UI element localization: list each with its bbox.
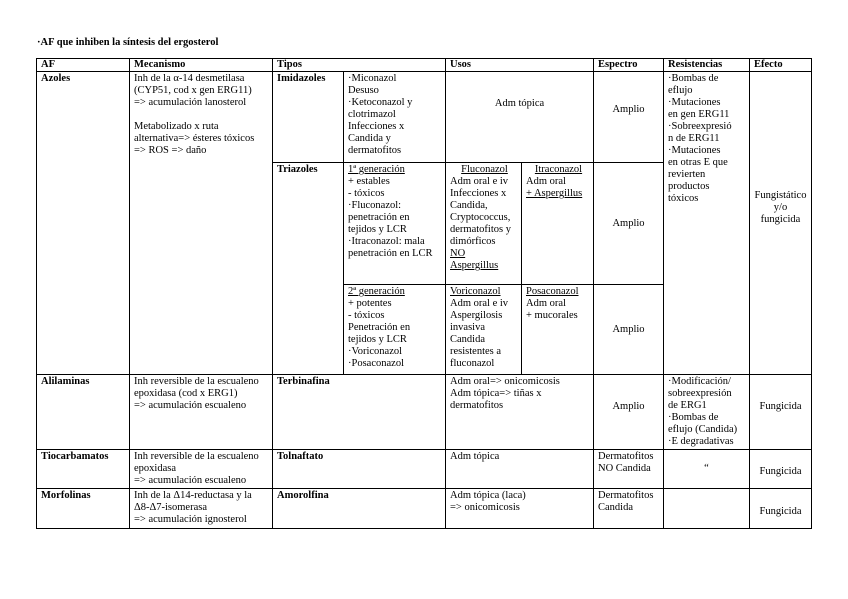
fluconazol-usos-cell (446, 163, 522, 285)
azoles-resistencias-cell: ·Bombas de eflujo ·Mutaciones en gen ERG11 ·Sobreexpresió n de ERG11 ·Mutaciones en otras E que revierten productos tóxicos (664, 72, 750, 375)
morfolinas-tipo-cell: Amorolfina (273, 489, 446, 529)
morfolinas-af-cell: Morfolinas (37, 489, 130, 529)
itraconazol-note: + Aspergillus (526, 188, 583, 199)
posaconazol-usos-cell (522, 285, 594, 375)
tiocarbamatos-resistencias-cell (664, 450, 750, 489)
gen2-espectro-cell (594, 285, 664, 375)
fluconazol-usos: Adm oral e iv Infecciones x Candida, Cryptococcus, dermatofitos y dimórficos (450, 176, 511, 247)
voriconazol-usos: Adm oral e iv Aspergilosis invasiva Candida resistentes a fluconazol (450, 298, 509, 369)
gen2-title: 2ª generación (348, 286, 405, 297)
alilaminas-efecto-cell (750, 375, 812, 450)
azoles-efecto-text: Fungistático y/o fungicida (754, 190, 807, 225)
imidazoles-usos-cell (446, 72, 594, 163)
posaconazol-title: Posaconazol (526, 286, 579, 297)
tiocarbamatos-espectro-cell: Dermatofitos NO Candida (594, 450, 664, 489)
gen2-description: + potentes - tóxicos Penetración en tejidos y LCR ·Voriconazol ·Posaconazol (348, 298, 411, 369)
alilaminas-resistencias-cell: ·Modificación/ sobreexpresión de ERG1 ·Bombas de eflujo (Candida) ·E degradativas (664, 375, 750, 450)
header-resistencias: Resistencias (664, 59, 750, 72)
morfolinas-resistencias-cell (664, 489, 750, 529)
imidazoles-farmacos-cell: ·Miconazol Desuso ·Ketoconazol y clotrimazol Infecciones x Candida y dermatofitos (344, 72, 446, 163)
header-mecanismo: Mecanismo (130, 59, 273, 72)
alilaminas-efecto-text: Fungicida (759, 401, 802, 412)
azoles-af-cell: Azoles (37, 72, 130, 375)
header-efecto: Efecto (750, 59, 812, 72)
document-title: ·AF que inhiben la síntesis del ergosterol (37, 37, 219, 48)
imidazoles-usos-text: Adm tópica (494, 98, 545, 109)
tiocarbamatos-mecanismo-cell: Inh reversible de la escualeno epoxidasa => acumulación escualeno (130, 450, 273, 489)
alilaminas-af-cell: Alilaminas (37, 375, 130, 450)
alilaminas-espectro-text: Amplio (612, 401, 645, 412)
gen2-espectro-text: Amplio (612, 323, 645, 335)
imidazoles-tipo-cell: Imidazoles (273, 72, 344, 163)
morfolinas-mecanismo-cell: Inh de la Δ14-reductasa y la Δ8-Δ7-isomerasa => acumulación ignosterol (130, 489, 273, 529)
triazoles-gen2-cell (344, 285, 446, 375)
gen1-title: 1ª generación (348, 164, 405, 175)
voriconazol-title: Voriconazol (450, 286, 501, 297)
tiocarbamatos-efecto-cell (750, 450, 812, 489)
ditto-mark: “ (704, 463, 709, 474)
header-espectro: Espectro (594, 59, 664, 72)
morfolinas-efecto-cell (750, 489, 812, 529)
morfolinas-espectro-cell: Dermatofitos Candida (594, 489, 664, 529)
morfolinas-usos-cell: Adm tópica (laca) => onicomicosis (446, 489, 594, 529)
itraconazol-title: Itraconazol (534, 164, 583, 175)
imidazoles-espectro-cell (594, 72, 664, 163)
imidazoles-espectro-text: Amplio (612, 104, 645, 115)
azoles-mecanismo-cell: Inh de la α-14 desmetilasa (CYP51, cod x gen ERG11) => acumulación lanosterol Metabolizado x ruta alternativa=> ésteres tóxicos => ROS => daño (130, 72, 273, 375)
gen1-espectro-text: Amplio (612, 217, 645, 229)
alilaminas-espectro-cell (594, 375, 664, 450)
header-usos: Usos (446, 59, 594, 72)
voriconazol-usos-cell (446, 285, 522, 375)
alilaminas-usos-cell: Adm oral=> onicomicosis Adm tópica=> tiñas x dermatofitos (446, 375, 594, 450)
antifungal-table (36, 58, 812, 529)
header-af: AF (37, 59, 130, 72)
fluconazol-note: NO Aspergillus (450, 248, 499, 271)
alilaminas-mecanismo-cell: Inh reversible de la escualeno epoxidasa (cod x ERG1) => acumulación escualeno (130, 375, 273, 450)
header-tipos: Tipos (273, 59, 446, 72)
triazoles-tipo-cell: Triazoles (273, 163, 344, 375)
tiocarbamatos-af-cell: Tiocarbamatos (37, 450, 130, 489)
tiocarbamatos-usos-cell: Adm tópica (446, 450, 594, 489)
posaconazol-usos: Adm oral + mucorales (526, 298, 578, 321)
alilaminas-tipo-cell: Terbinafina (273, 375, 446, 450)
gen1-description: + estables - tóxicos ·Fluconazol: penetración en tejidos y LCR ·Itraconazol: mala penetración en LCR (348, 176, 433, 259)
gen1-espectro-cell (594, 163, 664, 285)
fluconazol-title: Fluconazol (461, 164, 508, 175)
tiocarbamatos-tipo-cell: Tolnaftato (273, 450, 446, 489)
triazoles-gen1-cell (344, 163, 446, 285)
azoles-efecto-cell (750, 72, 812, 375)
tiocarbamatos-efecto-text: Fungicida (759, 466, 802, 477)
itraconazol-usos-cell (522, 163, 594, 285)
morfolinas-efecto-text: Fungicida (759, 505, 802, 517)
itraconazol-usos: Adm oral (526, 176, 566, 187)
